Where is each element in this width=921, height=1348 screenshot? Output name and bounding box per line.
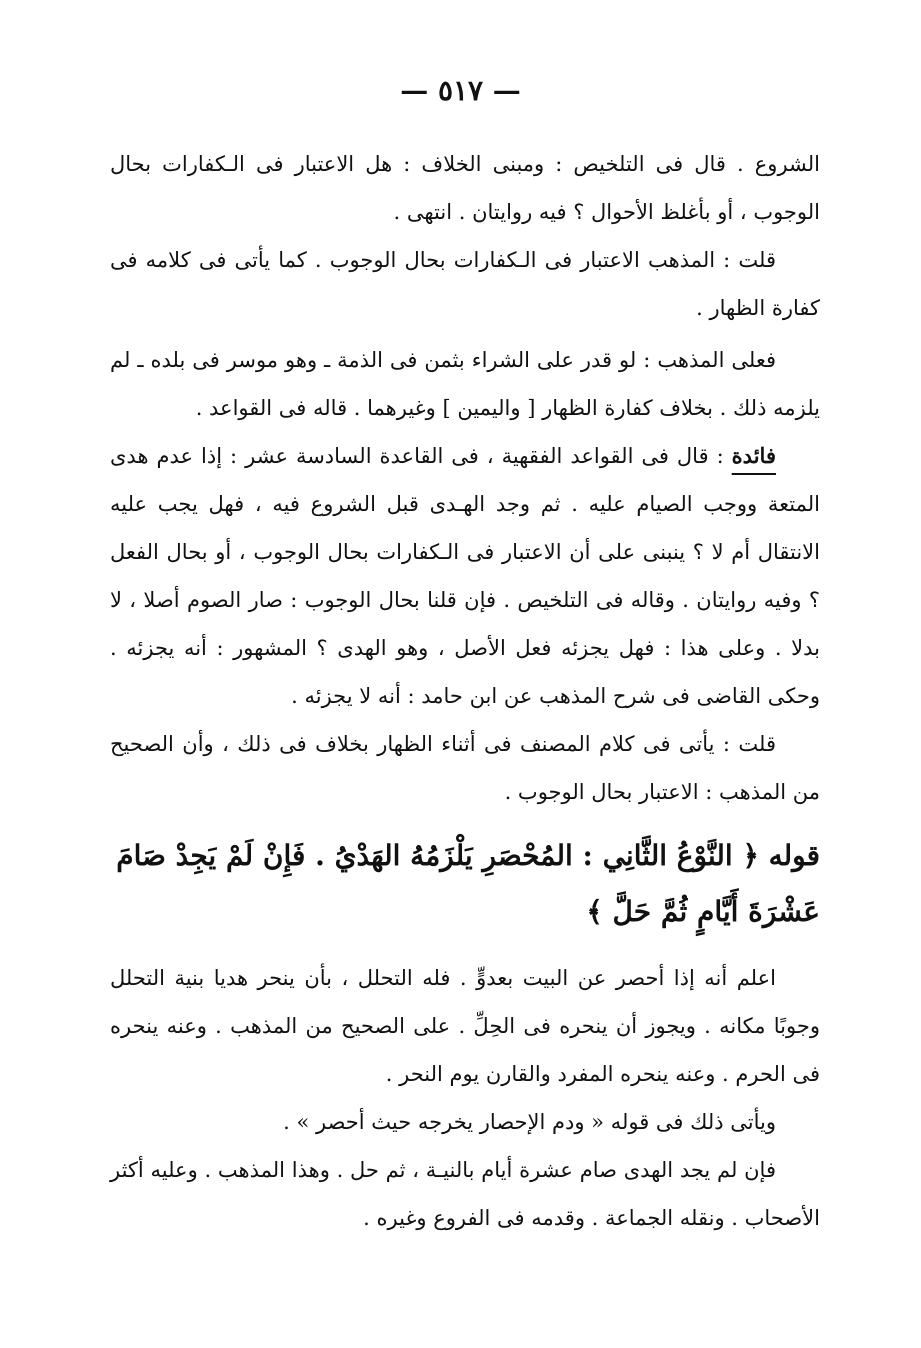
commentary-2: ويأتى ذلك فى قوله « ودم الإحصار يخرجه حيث أحصر » . xyxy=(283,1110,776,1134)
commentary-3: فإن لم يجد الهدى صام عشرة أيام بالنيـة ، ثم حل . وهذا المذهب . وعليه أكثر الأصحاب . ونقله الجماعة . وقدمه فى الفروع وغيره . xyxy=(110,1158,820,1230)
heading-qawlu: قوله xyxy=(768,839,820,872)
fawida-label: فائدة xyxy=(731,443,776,468)
page-number: — ٥١٧ — xyxy=(400,74,521,107)
paragraph-3: فعلى المذهب : لو قدر على الشراء بثمن فى الذمة ـ وهو موسر فى بلده ـ لم يلزمه ذلك . بخلاف كفارة الظهار [ واليمين ] وغيرهما . قاله فى القواعد . xyxy=(110,348,820,420)
paragraph-2: قلت : المذهب الاعتبار فى الـكفارات بحال الوجوب . كما يأتى فى كلامه فى كفارة الظهار . xyxy=(110,248,820,320)
paragraph-after-fawida: قلت : يأتى فى كلام المصنف فى أثناء الظهار بخلاف فى ذلك ، وأن الصحيح من المذهب : الاعتبار بحال الوجوب . xyxy=(110,732,820,804)
page-content xyxy=(110,140,820,1242)
heading-text: ﴿ النَّوْعُ الثَّانِي : المُحْصَرِ يَلْزَمُهُ الهَدْيُ . فَإِنْ لَمْ يَجِدْ صَامَ عَشْرَةَ أَيَّامٍ ثُمَّ حَلَّ ﴾ xyxy=(116,839,820,928)
fawida-paragraph xyxy=(110,432,820,720)
commentary-1: اعلم أنه إذا أحصر عن البيت بعدوٍّ . فله التحلل ، بأن ينحر هديا بنية التحلل وجوبًا مكانه . ويجوز أن ينحره فى الحِلِّ . على الصحيح من المذهب . وعنه ينحره فى الحرم . وعنه ينحره المفرد والقارن يوم النحر . xyxy=(110,966,820,1086)
fawida-text: : قال فى القواعد الفقهية ، فى القاعدة السادسة عشر : إذا عدم هدى المتعة ووجب الصيام عليه . ثم وجد الهـدى قبل الشروع فيه ، فهل يجب عليه الانتقال أم لا ؟ ينبنى على أن الاعتبار فى الـكفارات بحال الوجوب ، أو بحال الفعل ؟ وفيه روايتان . وقاله فى التلخيص . فإن قلنا بحال الوجوب : صار الصوم أصلا ، لا بدلا . وعلى هذا : فهل يجزئه فعل الأصل ، وهو الهدى ؟ المشهور : أنه يجزئه . وحكى القاضى فى شرح المذهب عن ابن حامد : أنه لا يجزئه . xyxy=(110,444,820,708)
section-heading xyxy=(110,828,820,940)
paragraph-1: الشروع . قال فى التلخيص : ومبنى الخلاف : هل الاعتبار فى الـكفارات بحال الوجوب ، أو بأغلظ الأحوال ؟ فيه روايتان . انتهى . xyxy=(110,152,820,224)
